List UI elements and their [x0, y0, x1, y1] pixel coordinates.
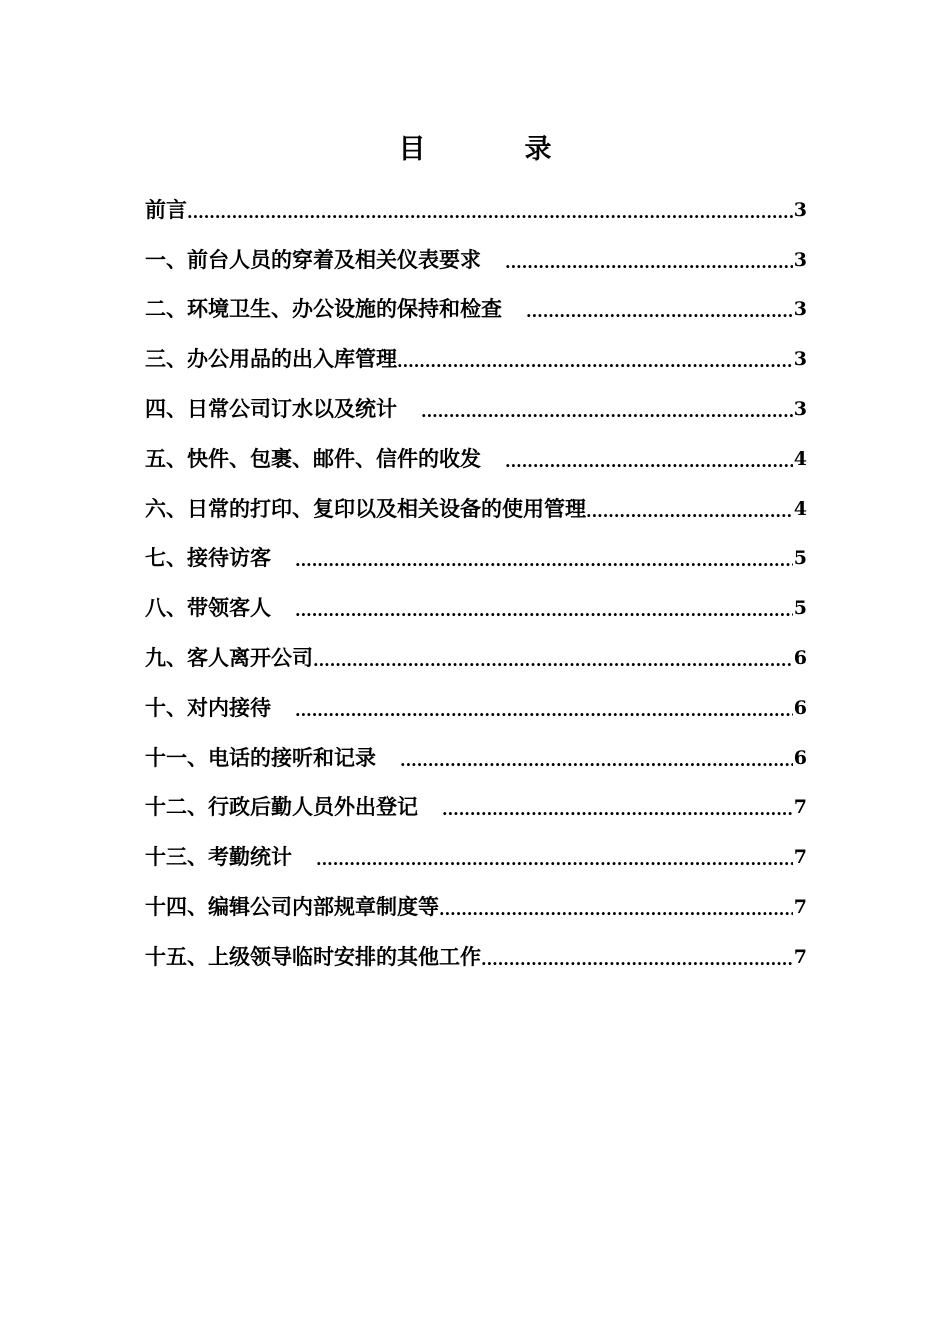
toc-entry-page-number: 4	[793, 447, 807, 470]
toc-entry-label: 十五、上级领导临时安排的其他工作	[145, 943, 481, 969]
toc-entry-page-number: 6	[793, 696, 807, 719]
toc-title: 目 录	[398, 134, 588, 165]
toc-entry-label: 十一、电话的接听和记录	[145, 744, 376, 770]
toc-entry[interactable]	[145, 479, 807, 529]
toc-dot-leader	[295, 694, 793, 728]
toc-dot-leader	[439, 893, 793, 927]
toc-entry[interactable]	[145, 778, 807, 828]
toc-entry-page-number: 7	[793, 895, 807, 918]
toc-dot-leader	[442, 793, 793, 827]
toc-entry-label: 六、日常的打印、复印以及相关设备的使用管理	[145, 495, 586, 521]
toc-entry-label: 七、接待访客	[145, 545, 271, 571]
toc-dot-leader	[481, 943, 793, 977]
toc-entry[interactable]	[145, 678, 807, 728]
toc-entry-page-number: 5	[793, 547, 807, 570]
toc-dot-leader	[397, 345, 793, 379]
toc-dot-leader	[505, 246, 793, 280]
toc-entry-page-number: 3	[793, 348, 807, 371]
toc-entry-label: 三、办公用品的出入库管理	[145, 346, 397, 372]
toc-entry-page-number: 3	[793, 397, 807, 420]
toc-entry-label: 十四、编辑公司内部规章制度等	[145, 893, 439, 919]
toc-entry-page-number: 3	[793, 298, 807, 321]
toc-entry-page-number: 7	[793, 945, 807, 968]
toc-dot-leader	[505, 445, 793, 479]
toc-entry[interactable]	[145, 877, 807, 927]
toc-entry-label: 十二、行政后勤人员外出登记	[145, 794, 418, 820]
toc-dot-leader	[295, 544, 793, 578]
toc-entry-label: 一、前台人员的穿着及相关仪表要求	[145, 246, 481, 272]
toc-entry-page-number: 4	[793, 497, 807, 520]
toc-entry[interactable]	[145, 927, 807, 977]
toc-entry-label: 四、日常公司订水以及统计	[145, 395, 397, 421]
toc-dot-leader	[400, 744, 793, 778]
toc-entry-label: 二、环境卫生、办公设施的保持和检查	[145, 296, 502, 322]
toc-dot-leader	[421, 395, 793, 429]
toc-entry[interactable]	[145, 728, 807, 778]
toc-dot-leader	[295, 594, 793, 628]
toc-dot-leader	[586, 495, 793, 529]
toc-entry[interactable]	[145, 429, 807, 479]
toc-entry[interactable]	[145, 827, 807, 877]
toc-entry-label: 九、客人离开公司	[145, 644, 313, 670]
toc-entry-label: 八、带领客人	[145, 595, 271, 621]
toc-entry[interactable]	[145, 329, 807, 379]
toc-entry-page-number: 3	[793, 198, 807, 221]
toc-entry-label: 十、对内接待	[145, 694, 271, 720]
toc-entry-page-number: 6	[793, 746, 807, 769]
toc-entry[interactable]	[145, 180, 807, 230]
toc-entry[interactable]	[145, 529, 807, 579]
toc-entry[interactable]	[145, 379, 807, 429]
toc-entry-label: 五、快件、包裹、邮件、信件的收发	[145, 445, 481, 471]
toc-dot-leader	[526, 295, 793, 329]
toc-entry-label: 十三、考勤统计	[145, 844, 292, 870]
toc-entry[interactable]	[145, 230, 807, 280]
toc-entry-page-number: 7	[793, 796, 807, 819]
toc-entry-page-number: 3	[793, 248, 807, 271]
toc-entry-page-number: 5	[793, 597, 807, 620]
toc-entry[interactable]	[145, 578, 807, 628]
toc-entry[interactable]	[145, 628, 807, 678]
toc-list	[145, 180, 807, 977]
toc-dot-leader	[187, 196, 793, 230]
toc-dot-leader	[316, 843, 793, 877]
toc-entry-label: 前言	[145, 196, 187, 222]
toc-dot-leader	[313, 644, 793, 678]
toc-entry-page-number: 6	[793, 646, 807, 669]
toc-entry-page-number: 7	[793, 846, 807, 869]
toc-entry[interactable]	[145, 280, 807, 330]
